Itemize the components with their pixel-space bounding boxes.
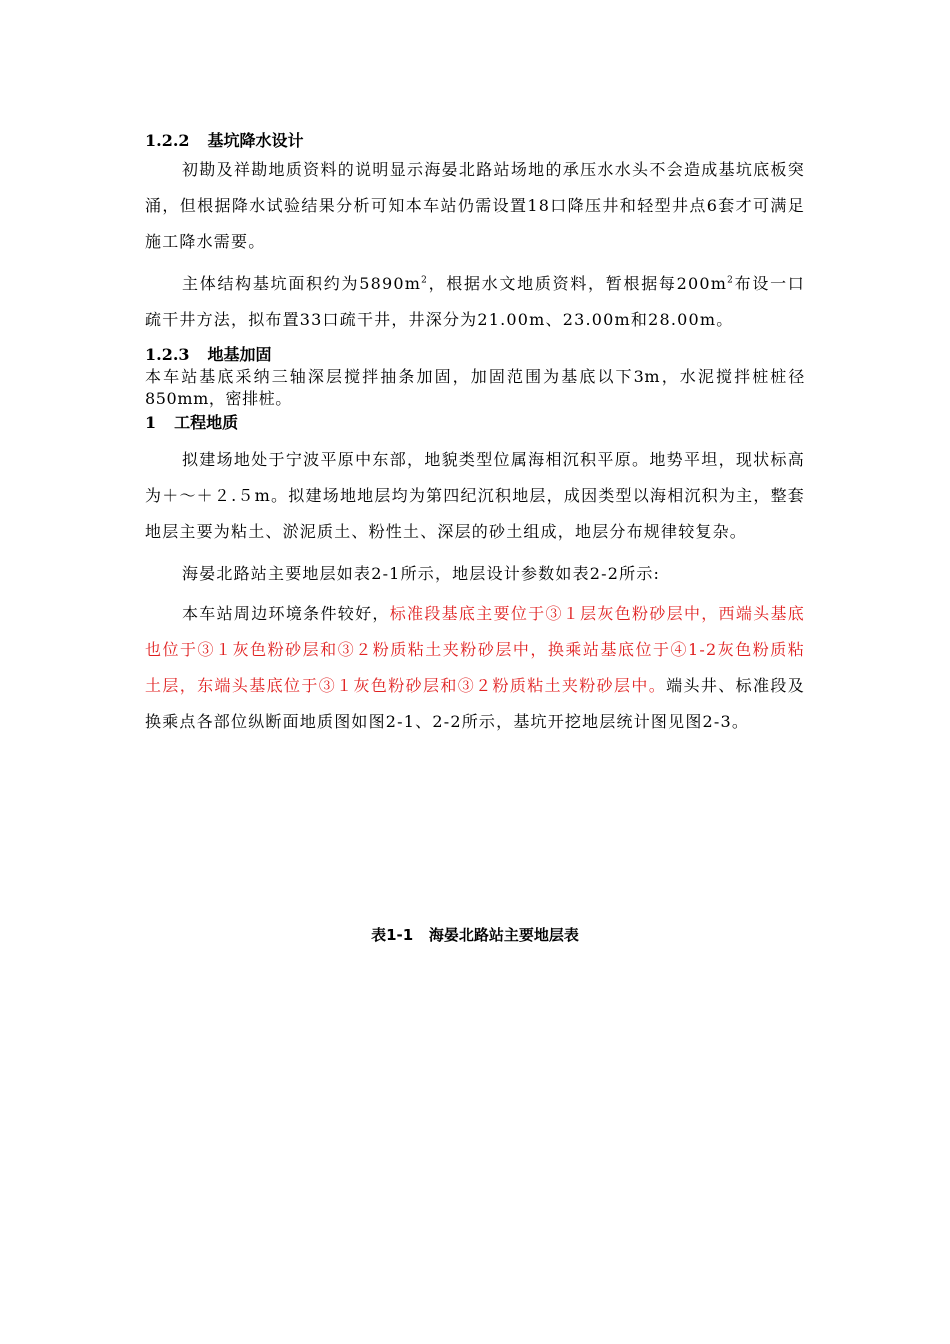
heading-1-2-3 bbox=[145, 344, 805, 366]
heading-1-2-2 bbox=[145, 130, 805, 152]
heading-1 bbox=[145, 412, 805, 434]
paragraph-drainage-wells bbox=[145, 266, 805, 338]
text-run: 主体结构基坑面积约为5890m bbox=[182, 274, 422, 293]
heading-title: 工程地质 bbox=[174, 413, 239, 432]
paragraph-strata-reference: 海晏北路站主要地层如表2-1所示，地层设计参数如表2-2所示: bbox=[182, 564, 661, 583]
superscript: 2 bbox=[421, 275, 429, 286]
heading-title: 地基加固 bbox=[207, 345, 272, 364]
paragraph-base-strata bbox=[145, 596, 805, 740]
text-run: ，根据水文地质资料，暂根据每200m bbox=[428, 274, 728, 293]
text-run: 布设一口疏干井方法，拟布置33口疏干井，井深分为21.00m、23.00m和28.00m。 bbox=[145, 274, 805, 329]
paragraph-dewatering: 初勘及祥勘地质资料的说明显示海晏北路站场地的承压水水头不会造成基坑底板突涌，但根据降水试验结果分析可知本车站仍需设置18口降压井和轻型井点6套才可满足施工降水需要。 bbox=[145, 160, 805, 251]
document-body bbox=[145, 118, 805, 740]
heading-title: 基坑降水设计 bbox=[207, 131, 304, 150]
table-label: 表1-1 bbox=[371, 926, 414, 944]
heading-number: 1 bbox=[145, 413, 157, 432]
superscript: 2 bbox=[727, 275, 735, 286]
paragraph-site-geology: 拟建场地处于宁波平原中东部，地貌类型位属海相沉积平原。地势平坦，现状标高为＋～＋２.５m。拟建场地地层均为第四纪沉积地层，成因类型以海相沉积为主，整套地层主要为粘土、淤泥质土、粉性土、深层的砂土组成，地层分布规律较复杂。 bbox=[145, 450, 805, 541]
paragraph-foundation-reinforcement: 本车站基底采纳三轴深层搅拌抽条加固，加固范围为基底以下3m，水泥搅拌桩桩径850mm，密排桩。 bbox=[145, 367, 805, 408]
text-run: 端头井、标准段及换乘点各部位纵断面地质图如图2-1、2-2所示，基坑开挖地层统计图见图2-3。 bbox=[145, 676, 805, 731]
heading-number: 1.2.2 bbox=[145, 131, 190, 150]
table-title: 海晏北路站主要地层表 bbox=[428, 926, 579, 944]
heading-number: 1.2.3 bbox=[145, 345, 190, 364]
text-run: 本车站周边环境条件较好， bbox=[182, 604, 390, 623]
highlighted-text: 标准段基底主要位于③１层灰色粉砂层中，西端头基底也位于③１灰色粉砂层和③２粉质粘土夹粉砂层中，换乘站基底位于④1-2灰色粉质粘土层，东端头基底位于③１灰色粉砂层和③２粉质粘土夹粉砂层中。 bbox=[145, 604, 805, 695]
table-caption bbox=[0, 924, 950, 946]
